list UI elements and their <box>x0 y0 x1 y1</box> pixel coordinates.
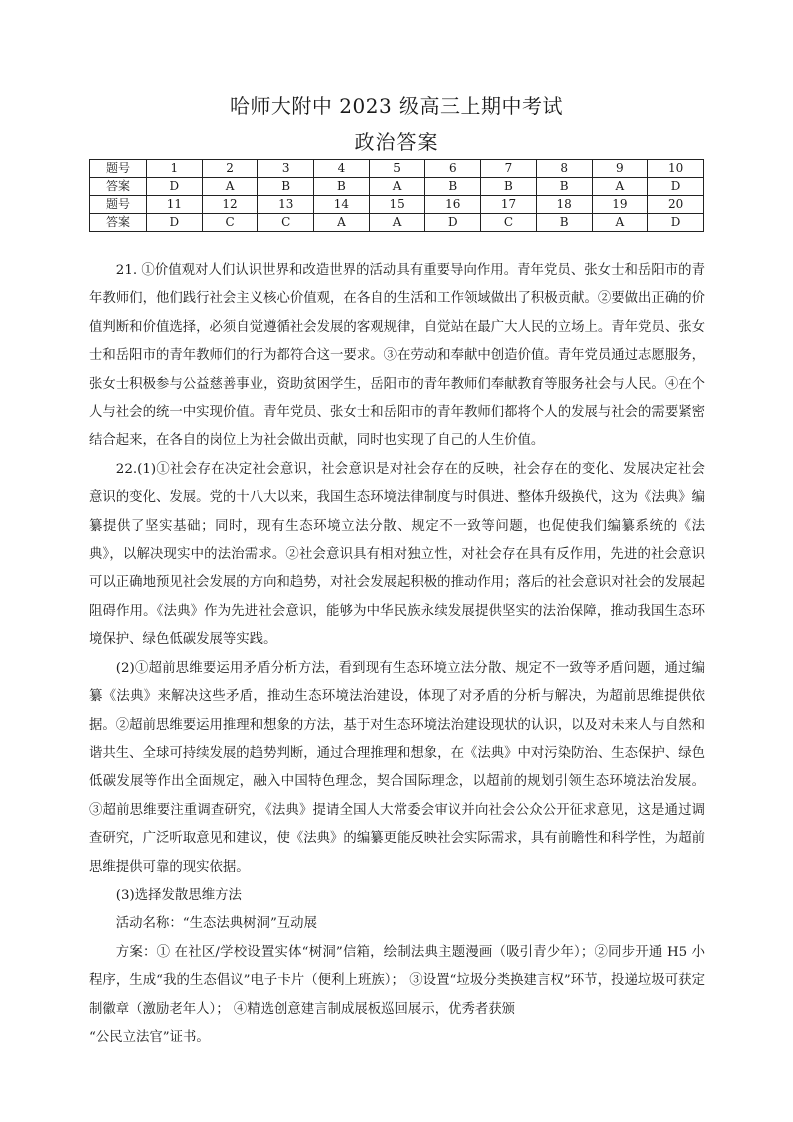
table-cell: B <box>425 178 481 196</box>
answer-22-1-paragraph: 22.(1)①社会存在决定社会意识，社会意识是对社会存在的反映，社会存在的变化、发展决定社会意识的变化、发展。党的十八大以来，我国生态环境法律制度与时俱进、整体升级换代，这为《法典》编纂提供了坚实基础；同时，现有生态环境立法分散、规定不一致等问题，也促使我们编纂系统的《法典》，以解决现实中的法治需求。②社会意识具有相对独立性，对社会存在具有反作用，先进的社会意识可以正确地预见社会发展的方向和趋势，对社会发展起积极的推动作用；落后的社会意识对社会的发展起阻碍作用。《法典》作为先进社会意识，能够为中华民族永续发展提供坚实的法治保障，推动我国生态环境保护、绿色低碳发展等实践。 <box>89 461 705 648</box>
table-row <box>90 178 704 196</box>
table-cell: B <box>536 214 592 232</box>
table-cell: 14 <box>314 196 370 214</box>
table-cell: 5 <box>369 160 425 178</box>
table-cell: 4 <box>314 160 370 178</box>
table-cell: B <box>258 178 314 196</box>
table-cell: 18 <box>536 196 592 214</box>
answer-21-paragraph: 21. ①价值观对人们认识世界和改造世界的活动具有重要导向作用。青年党员、张女士和岳阳市的青年教师们，他们践行社会主义核心价值观，在各自的生活和工作领域做出了积极贡献。②要做出正确的价值判断和价值选择，必须自觉遵循社会发展的客观规律，自觉站在最广大人民的立场上。青年党员、张女士和岳阳市的青年教师们的行为都符合这一要求。③在劳动和奉献中创造价值。青年党员通过志愿服务，张女士积极参与公益慈善事业，资助贫困学生，岳阳市的青年教师们奉献教育等服务社会与人民。④在个人与社会的统一中实现价值。青年党员、张女士和岳阳市的青年教师们都将个人的发展与社会的需要紧密结合起来，在各自的岗位上为社会做出贡献，同时也实现了自己的人生价值。 <box>89 263 705 449</box>
activity-name: 活动名称：“生态法典树洞”互动展 <box>115 916 317 932</box>
table-cell: A <box>369 178 425 196</box>
row-label: 答案 <box>90 178 147 196</box>
table-cell: 17 <box>481 196 537 214</box>
table-row <box>90 160 704 178</box>
table-cell: D <box>425 214 481 232</box>
table-cell: 9 <box>592 160 648 178</box>
answer-22-2-paragraph: (2)①超前思维要运用矛盾分析方法，看到现有生态环境立法分散、规定不一致等矛盾问题，通过编纂《法典》来解决这些矛盾，推动生态环境法治建设，体现了对矛盾的分析与解决，为超前思维提供依据。②超前思维要运用推理和想象的方法，基于对生态环境法治建设现状的认识，以及对未来人与自然和谐共生、全球可持续发展的趋势判断，通过合理推理和想象，在《法典》中对污染防治、生态保护、绿色低碳发展等作出全面规定，融入中国特色理念，契合国际理念，以超前的规划引领生态环境法治发展。 ③超前思维要注重调查研究，《法典》提请全国人大常委会审议并向社会公众公开征求意见，这是通过调查研究，广泛听取意见和建议，使《法典》的编纂更能反映社会实际需求，具有前瞻性和科学性，为超前思维提供可靠的现实依据。 <box>89 660 705 875</box>
table-cell: C <box>481 214 537 232</box>
table-row <box>90 196 704 214</box>
table-cell: A <box>369 214 425 232</box>
row-label: 题号 <box>90 160 147 178</box>
row-label: 题号 <box>90 196 147 214</box>
table-cell: B <box>314 178 370 196</box>
table-cell: B <box>536 178 592 196</box>
activity-plan: 方案：① 在社区/学校设置实体“树洞”信箱，绘制法典主题漫画（吸引青少年）；②同步开通 H5 小程序，生成“我的生态倡议”电子卡片（便利上班族）； ③设置“垃圾分类换建言权”环节，投递垃圾可获定制徽章（激励老年人）； ④精选创意建言制成展板巡回展示，优秀者获颁 <box>89 944 705 1017</box>
activity-plan-tail: “公民立法官”证书。 <box>89 1029 210 1045</box>
table-cell: 16 <box>425 196 481 214</box>
table-cell: C <box>258 214 314 232</box>
page-subtitle: 政治答案 <box>354 130 439 154</box>
table-cell: 8 <box>536 160 592 178</box>
table-cell: D <box>147 214 203 232</box>
table-cell: 19 <box>592 196 648 214</box>
table-cell: A <box>592 214 648 232</box>
table-cell: 13 <box>258 196 314 214</box>
table-cell: B <box>481 178 537 196</box>
table-cell: 2 <box>202 160 258 178</box>
table-cell: C <box>202 214 258 232</box>
table-cell: D <box>648 178 704 196</box>
table-cell: A <box>592 178 648 196</box>
answer-22-3-heading: (3)选择发散思维方法 <box>115 887 242 903</box>
table-cell: 15 <box>369 196 425 214</box>
table-cell: 6 <box>425 160 481 178</box>
table-cell: 1 <box>147 160 203 178</box>
answer-table <box>89 159 704 232</box>
table-cell: 7 <box>481 160 537 178</box>
row-label: 答案 <box>90 214 147 232</box>
table-cell: 10 <box>648 160 704 178</box>
table-cell: 20 <box>648 196 704 214</box>
table-row <box>90 214 704 232</box>
table-cell: 3 <box>258 160 314 178</box>
table-cell: A <box>202 178 258 196</box>
table-cell: D <box>648 214 704 232</box>
table-cell: 12 <box>202 196 258 214</box>
table-cell: A <box>314 214 370 232</box>
page-title: 哈师大附中 2023 级高三上期中考试 <box>229 94 564 118</box>
table-cell: D <box>147 178 203 196</box>
answer-body <box>89 257 705 1052</box>
table-cell: 11 <box>147 196 203 214</box>
